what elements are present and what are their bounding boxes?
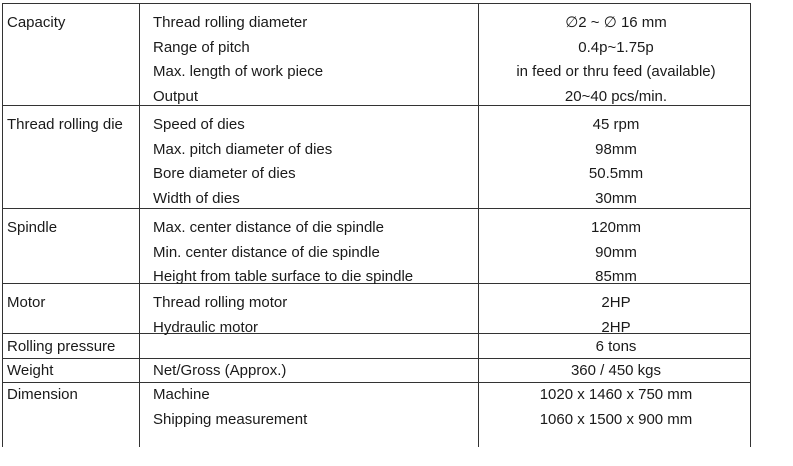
param-value: 6 tons [595,338,637,355]
table-row [3,401,750,426]
param-label: Thread rolling diameter [153,14,308,31]
param-label: Min. center distance of die spindle [153,243,380,261]
category-label: Motor [7,294,46,311]
group-dimension [3,383,750,448]
param-value: 360 / 450 kgs [570,362,662,379]
param-label: Bore diameter of dies [153,165,296,183]
table-row [3,4,750,29]
param-label: Max. pitch diameter of dies [153,140,333,158]
param-label: Max. length of work piece [153,63,324,81]
table-row [3,106,750,131]
table-row [3,376,750,401]
param-value: 2HP [601,294,631,311]
param-label: Height from table surface to die spindle [153,268,414,286]
param-label: Hydraulic motor [153,318,259,336]
param-value: 98mm [595,140,637,158]
param-value: 1060 x 1500 x 900 mm [539,410,693,428]
param-label: Max. center distance of die spindle [153,219,384,236]
category-label: Weight [7,362,54,379]
category-label: Thread rolling die [7,116,123,133]
table-row [3,209,750,234]
category-label: Spindle [7,219,58,236]
param-value: 85mm [595,268,637,286]
group-motor [3,284,750,334]
param-label: Thread rolling motor [153,294,288,311]
group-spindle [3,209,750,284]
param-label: Net/Gross (Approx.) [153,362,287,379]
category-label: Capacity [7,14,66,31]
param-label: Width of dies [153,189,240,207]
table-row [3,155,750,183]
group-capacity [3,4,750,106]
param-value: 45 rpm [592,116,640,133]
table-row [3,131,750,156]
param-value: in feed or thru feed (available) [516,63,716,81]
spec-table [2,3,751,447]
category-label: Rolling pressure [7,338,116,355]
param-value: 1020 x 1460 x 750 mm [539,386,693,403]
table-row [3,53,750,81]
param-label: Shipping measurement [153,410,308,428]
table-row [3,234,750,259]
param-label: Speed of dies [153,116,245,133]
param-value: 2HP [601,318,631,336]
table-row [3,352,750,377]
param-value: 90mm [595,243,637,261]
category-label: Dimension [7,386,78,403]
table-row [3,29,750,54]
param-label: Machine [153,386,210,403]
param-value: ∅2 ~ ∅ 16 mm [565,14,667,31]
param-value: 20~40 pcs/min. [564,87,668,105]
table-row [3,180,750,205]
table-row [3,258,750,286]
param-value: 120mm [590,219,642,236]
param-value: 30mm [595,189,637,207]
table-row [3,78,750,103]
table-row [3,328,750,353]
param-value: 50.5mm [588,165,644,183]
param-label: Range of pitch [153,38,250,56]
param-value: 0.4p~1.75p [578,38,654,56]
group-thread-rolling-die [3,106,750,209]
table-row [3,284,750,309]
param-label: Output [153,87,199,105]
